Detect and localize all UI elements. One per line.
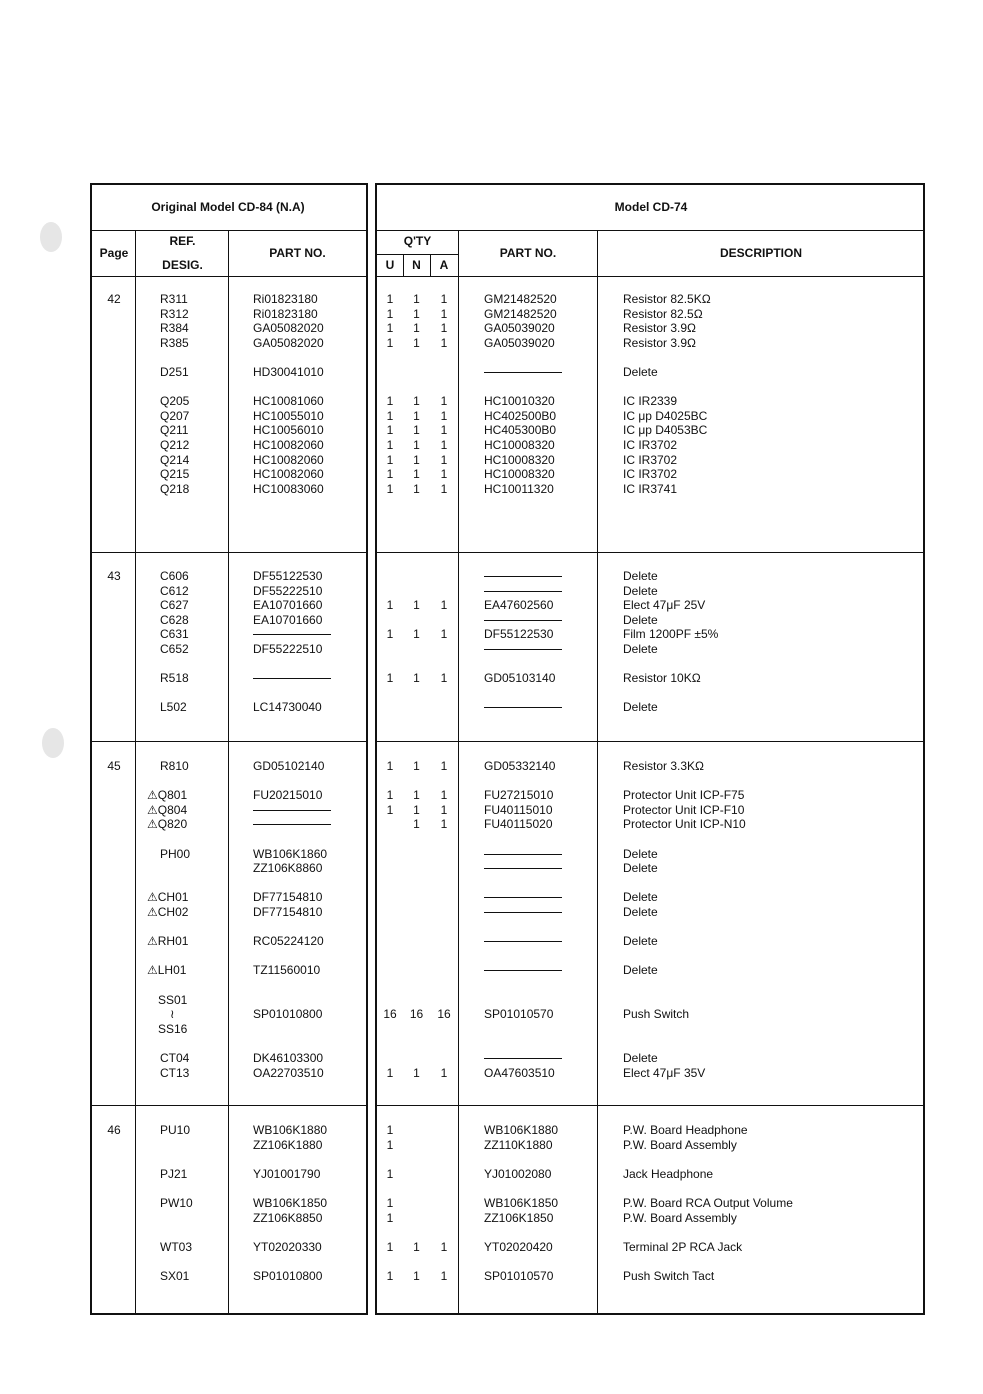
qty-n: 1: [413, 802, 420, 817]
original-part-no: EA10701660: [253, 612, 323, 627]
ref-designator: ⚠CH02: [147, 905, 189, 919]
col-qty-a: A: [439, 258, 449, 272]
ref-designator: WT03: [160, 1239, 193, 1254]
ref-designator: Q218: [160, 481, 190, 496]
qty-a: 1: [440, 598, 448, 613]
new-part-no: HC10008320: [484, 467, 555, 482]
right-table-title: Model CD-74: [614, 200, 688, 214]
original-part-no: FU20215010: [253, 788, 323, 803]
description: Delete: [623, 934, 658, 949]
qty-a: 1: [440, 481, 448, 496]
original-part-no: ZZ106K8850: [253, 1210, 323, 1225]
new-part-no: [484, 700, 594, 708]
no-part-dash: [484, 890, 562, 898]
qty-n: 1: [413, 1065, 420, 1080]
ref-designator: Q215: [160, 467, 190, 482]
description: Push Switch Tact: [623, 1269, 715, 1283]
qty-a: 1: [440, 467, 448, 482]
qty-a: 1: [440, 1269, 448, 1283]
qty-u: 1: [386, 1269, 394, 1283]
original-part-no: TZ11560010: [253, 963, 321, 978]
right-table-border: [375, 183, 925, 185]
description: Protector Unit ICP-F75: [623, 788, 745, 803]
qty-n: 1: [413, 1269, 420, 1283]
original-part-no: SP01010800: [253, 1007, 323, 1022]
ref-designator: ⚠RH01: [147, 934, 189, 949]
ref-designator: D251: [160, 365, 189, 379]
original-part-no: WB106K1880: [253, 1123, 328, 1137]
new-part-no: ZZ106K1850: [484, 1210, 554, 1225]
ref-designator: Q205: [160, 394, 190, 409]
new-part-no: YT02020420: [484, 1239, 553, 1254]
qty-a: 1: [440, 438, 448, 452]
section-divider: [90, 552, 368, 553]
original-part-no: [253, 671, 353, 679]
qty-n: 1: [413, 452, 420, 467]
qty-a: 1: [440, 321, 448, 336]
description: Delete: [623, 846, 658, 861]
qty-u: 1: [386, 1065, 394, 1080]
original-part-no: Ri01823180: [253, 306, 318, 321]
new-part-no: ZZ110K1880: [484, 1137, 553, 1152]
section-divider: [375, 1105, 925, 1106]
qty-n: 1: [413, 627, 420, 642]
description: Resistor 82.5KΩ: [623, 292, 711, 306]
ref-designator: Q214: [160, 452, 190, 467]
original-part-no: GA05082020: [253, 321, 324, 336]
section-divider: [375, 552, 925, 553]
qty-a: 1: [440, 817, 448, 832]
qty-u: 1: [386, 1123, 394, 1137]
new-part-no: EA47602560: [484, 598, 554, 613]
ref-designator: Q211: [160, 423, 189, 438]
no-part-dash: [253, 817, 331, 825]
original-part-no: LC14730040: [253, 700, 322, 715]
new-part-no: [484, 847, 594, 855]
no-part-dash: [484, 584, 562, 592]
qty-n: 1: [413, 408, 420, 423]
qty-u: 1: [386, 306, 394, 321]
no-part-dash: [484, 861, 562, 869]
table-rule: [90, 276, 368, 277]
new-part-no: WB106K1880: [484, 1123, 559, 1137]
ref-designator: R810: [160, 759, 189, 773]
left-table-border: [90, 1313, 368, 1315]
qty-u: 1: [386, 1137, 394, 1152]
ref-designator: C631: [160, 627, 189, 642]
qty-u: 1: [386, 394, 394, 409]
ref-designator: PW10: [160, 1196, 193, 1210]
col-qty: Q'TY: [403, 234, 432, 248]
no-part-dash: [484, 613, 562, 621]
new-part-no: FU40115010: [484, 802, 553, 817]
new-part-no: FU27215010: [484, 788, 554, 803]
ref-designator: R518: [160, 671, 189, 686]
original-part-no: DK46103300: [253, 1051, 324, 1065]
page-number: 42: [107, 292, 121, 306]
qty-n: 1: [413, 438, 420, 452]
new-part-no: GM21482520: [484, 306, 557, 321]
original-part-no: ZZ106K1880: [253, 1137, 323, 1152]
original-part-no: HC10055010: [253, 408, 324, 423]
no-part-dash: [253, 671, 331, 679]
new-part-no: [484, 861, 594, 869]
page-number: 45: [107, 759, 121, 773]
description: P.W. Board Assembly: [623, 1137, 737, 1152]
new-part-no: [484, 890, 594, 898]
new-part-no: WB106K1850: [484, 1196, 559, 1210]
description: Delete: [623, 642, 658, 656]
description: P.W. Board Headphone: [623, 1123, 748, 1137]
qty-u: 1: [386, 598, 394, 613]
description: IC IR3702: [623, 467, 678, 482]
original-part-no: GD05102140: [253, 759, 325, 773]
ref-designator: ⚠Q820: [147, 817, 188, 832]
section-divider: [375, 741, 925, 742]
new-part-no: SP01010570: [484, 1007, 554, 1022]
ref-designator: ⚠Q801: [147, 788, 188, 803]
new-part-no: [484, 934, 594, 942]
qty-a: 1: [440, 802, 448, 817]
original-part-no: SP01010800: [253, 1269, 323, 1283]
ref-designator: PJ21: [160, 1166, 188, 1181]
original-part-no: YT02020330: [253, 1239, 322, 1254]
new-part-no: GD05332140: [484, 759, 556, 773]
description: Delete: [623, 569, 658, 583]
new-part-no: DF55122530: [484, 627, 554, 642]
no-part-dash: [484, 905, 562, 913]
qty-u: 1: [386, 335, 394, 350]
qty-a: 16: [437, 1007, 451, 1022]
section-divider: [90, 741, 368, 742]
new-part-no: HC405300B0: [484, 423, 557, 438]
qty-n: 1: [413, 671, 420, 686]
scan-speck: [42, 728, 64, 758]
left-table-border: [90, 183, 92, 1313]
qty-a: 1: [440, 759, 448, 773]
description: Resistor 3.9Ω: [623, 321, 696, 336]
ref-designator: CT04: [160, 1051, 190, 1065]
qty-u: 1: [386, 1196, 394, 1210]
qty-u: 1: [386, 467, 394, 482]
qty-n: 1: [413, 292, 420, 306]
qty-u: 1: [386, 671, 394, 686]
ref-designator: C606: [160, 569, 189, 583]
qty-u: 1: [386, 481, 394, 496]
original-part-no: HC10056010: [253, 423, 324, 438]
col-page: Page: [99, 246, 129, 260]
description: Delete: [623, 963, 658, 978]
new-part-no: [484, 569, 594, 577]
section-divider: [90, 1105, 368, 1106]
description: Elect 47μF 35V: [623, 1065, 706, 1080]
original-part-no: HC10081060: [253, 394, 324, 409]
qty-u: 1: [386, 1166, 394, 1181]
description: P.W. Board Assembly: [623, 1210, 737, 1225]
no-part-dash: [484, 1051, 562, 1059]
qty-a: 1: [440, 671, 448, 686]
original-part-no: [253, 803, 353, 811]
ref-designator: ⚠Q804: [147, 802, 188, 817]
qty-n: 1: [413, 306, 420, 321]
description: Delete: [623, 365, 658, 379]
original-part-no: DF77154810: [253, 890, 323, 905]
col-qty-u: U: [385, 258, 395, 272]
qty-u: 1: [386, 452, 394, 467]
new-part-no: [484, 642, 594, 650]
original-part-no: DF55122530: [253, 569, 323, 583]
qty-u: 1: [386, 292, 394, 306]
original-part-no: YJ01001790: [253, 1166, 321, 1181]
ref-designator: PU10: [160, 1123, 191, 1137]
qty-n: 1: [413, 759, 420, 773]
ref-designator: C652: [160, 642, 189, 656]
original-part-no: WB106K1850: [253, 1196, 328, 1210]
qty-n: 1: [413, 321, 420, 336]
no-part-dash: [484, 569, 562, 577]
right-table-border: [923, 183, 925, 1313]
new-part-no: YJ01002080: [484, 1166, 552, 1181]
original-part-no: HC10083060: [253, 481, 324, 496]
original-part-no: HC10082060: [253, 467, 324, 482]
left-table-border: [90, 183, 368, 185]
ref-designator: Q212: [160, 438, 190, 452]
no-part-dash: [484, 642, 562, 650]
description: Elect 47μF 25V: [623, 598, 706, 613]
col-desig: DESIG.: [162, 258, 203, 272]
qty-n: 1: [413, 467, 420, 482]
qty-a: 1: [440, 394, 448, 409]
new-part-no: [484, 963, 594, 971]
no-part-dash: [484, 365, 562, 373]
no-part-dash: [484, 934, 562, 942]
description: Resistor 3.3KΩ: [623, 759, 704, 773]
qty-n: 1: [413, 481, 420, 496]
new-part-no: HC10008320: [484, 438, 555, 452]
qty-a: 1: [440, 1065, 448, 1080]
col-new-part: PART NO.: [499, 246, 557, 260]
ref-designator: C627: [160, 598, 189, 613]
description: Delete: [623, 700, 658, 715]
no-part-dash: [484, 700, 562, 708]
description: Resistor 10KΩ: [623, 671, 701, 686]
qty-a: 1: [440, 452, 448, 467]
description: Push Switch: [623, 1007, 690, 1022]
no-part-dash: [253, 627, 331, 635]
qty-u: 1: [386, 788, 394, 803]
qty-n: 1: [413, 394, 420, 409]
qty-subheader-rule: [377, 254, 458, 255]
qty-a: 1: [440, 627, 448, 642]
left-table-title: Original Model CD-84 (N.A): [151, 200, 305, 214]
qty-u: 1: [386, 1239, 394, 1254]
original-part-no: WB106K1860: [253, 846, 328, 861]
qty-n: 1: [413, 788, 420, 803]
qty-a: 1: [440, 335, 448, 350]
qty-u: 1: [386, 759, 394, 773]
ref-designator: R384: [160, 321, 189, 336]
description: Delete: [623, 612, 658, 627]
qty-a: 1: [440, 408, 448, 423]
table-rule: [90, 230, 368, 231]
description: Delete: [623, 890, 658, 905]
original-part-no: HC10082060: [253, 438, 324, 452]
ref-designator: SS16: [158, 1021, 188, 1036]
description: IC IR3702: [623, 452, 678, 467]
qty-a: 1: [440, 1239, 448, 1254]
new-part-no: HC402500B0: [484, 408, 557, 423]
original-part-no: HC10082060: [253, 452, 324, 467]
col-orig-part: PART NO.: [269, 246, 326, 260]
original-part-no: OA22703510: [253, 1065, 324, 1080]
ref-designator: R385: [160, 335, 189, 350]
no-part-dash: [253, 803, 331, 811]
description: Resistor 3.9Ω: [623, 335, 696, 350]
ref-designator: R312: [160, 306, 189, 321]
col-description: DESCRIPTION: [719, 246, 802, 260]
original-part-no: RC05224120: [253, 934, 324, 949]
ref-designator: C628: [160, 612, 189, 627]
new-part-no: GA05039020: [484, 335, 555, 350]
description: Delete: [623, 1051, 658, 1065]
ref-designator: SX01: [160, 1269, 190, 1283]
col-qty-n: N: [412, 258, 421, 272]
qty-u: 16: [383, 1007, 397, 1022]
description: IC μp D4025BC: [623, 408, 708, 423]
qty-u: 1: [386, 1210, 394, 1225]
qty-u: 1: [386, 408, 394, 423]
description: IC μp D4053BC: [623, 423, 708, 438]
new-part-no: [484, 613, 594, 621]
qty-n: 1: [413, 598, 420, 613]
ref-designator: C612: [160, 583, 189, 598]
no-part-dash: [484, 963, 562, 971]
qty-a: 1: [440, 292, 448, 306]
original-part-no: HD30041010: [253, 365, 324, 379]
ref-designator: CT13: [160, 1065, 190, 1080]
qty-n: 1: [413, 335, 420, 350]
new-part-no: HC10008320: [484, 452, 555, 467]
qty-u: 1: [386, 321, 394, 336]
page-number: 43: [107, 569, 121, 583]
qty-a: 1: [440, 423, 448, 438]
ref-designator: PH00: [160, 846, 191, 861]
new-part-no: [484, 365, 594, 373]
qty-u: 1: [386, 627, 394, 642]
description: Delete: [623, 583, 658, 598]
original-part-no: EA10701660: [253, 598, 323, 613]
description: IC IR3702: [623, 438, 678, 452]
description: Resistor 82.5Ω: [623, 306, 703, 321]
qty-n: 1: [413, 423, 420, 438]
new-part-no: HC10011320: [484, 481, 554, 496]
description: Jack Headphone: [623, 1166, 714, 1181]
new-part-no: FU40115020: [484, 817, 553, 832]
ref-designator: Q207: [160, 408, 190, 423]
original-part-no: GA05082020: [253, 335, 324, 350]
no-part-dash: [484, 847, 562, 855]
qty-u: 1: [386, 438, 394, 452]
qty-a: 1: [440, 306, 448, 321]
qty-u: 1: [386, 802, 394, 817]
new-part-no: [484, 905, 594, 913]
description: Film 1200PF ±5%: [623, 627, 719, 642]
qty-n: 1: [413, 817, 420, 832]
qty-n: 1: [413, 1239, 420, 1254]
description: Protector Unit ICP-N10: [623, 817, 746, 832]
original-part-no: [253, 817, 353, 825]
description: IC IR2339: [623, 394, 678, 409]
new-part-no: [484, 1051, 594, 1059]
original-part-no: DF77154810: [253, 905, 323, 919]
description: P.W. Board RCA Output Volume: [623, 1196, 793, 1210]
description: Protector Unit ICP-F10: [623, 802, 745, 817]
ref-range-mark: ≀: [170, 1007, 175, 1022]
original-part-no: Ri01823180: [253, 292, 318, 306]
new-part-no: SP01010570: [484, 1269, 554, 1283]
original-part-no: ZZ106K8860: [253, 861, 323, 876]
description: Terminal 2P RCA Jack: [623, 1239, 743, 1254]
new-part-no: GD05103140: [484, 671, 556, 686]
scan-speck: [40, 222, 62, 252]
ref-designator: SS01: [158, 992, 188, 1007]
description: IC IR3741: [623, 481, 678, 496]
table-rule: [597, 231, 598, 1313]
col-ref: REF.: [169, 234, 196, 248]
page-number: 46: [107, 1123, 121, 1137]
qty-a: 1: [440, 788, 448, 803]
ref-designator: ⚠LH01: [147, 963, 187, 978]
ref-designator: L502: [160, 700, 187, 715]
new-part-no: OA47603510: [484, 1065, 555, 1080]
new-part-no: GM21482520: [484, 292, 557, 306]
description: Delete: [623, 905, 658, 919]
ref-designator: R311: [160, 292, 188, 306]
description: Delete: [623, 861, 658, 876]
original-part-no: [253, 627, 353, 635]
original-part-no: DF55222510: [253, 583, 323, 598]
right-table-border: [375, 1313, 925, 1315]
ref-designator: ⚠CH01: [147, 890, 189, 905]
original-part-no: DF55222510: [253, 642, 323, 656]
left-table-border: [366, 183, 368, 1313]
new-part-no: [484, 584, 594, 592]
qty-n: 16: [409, 1007, 424, 1022]
new-part-no: GA05039020: [484, 321, 555, 336]
new-part-no: HC10010320: [484, 394, 555, 409]
table-rule: [458, 231, 459, 1313]
qty-u: 1: [386, 423, 394, 438]
